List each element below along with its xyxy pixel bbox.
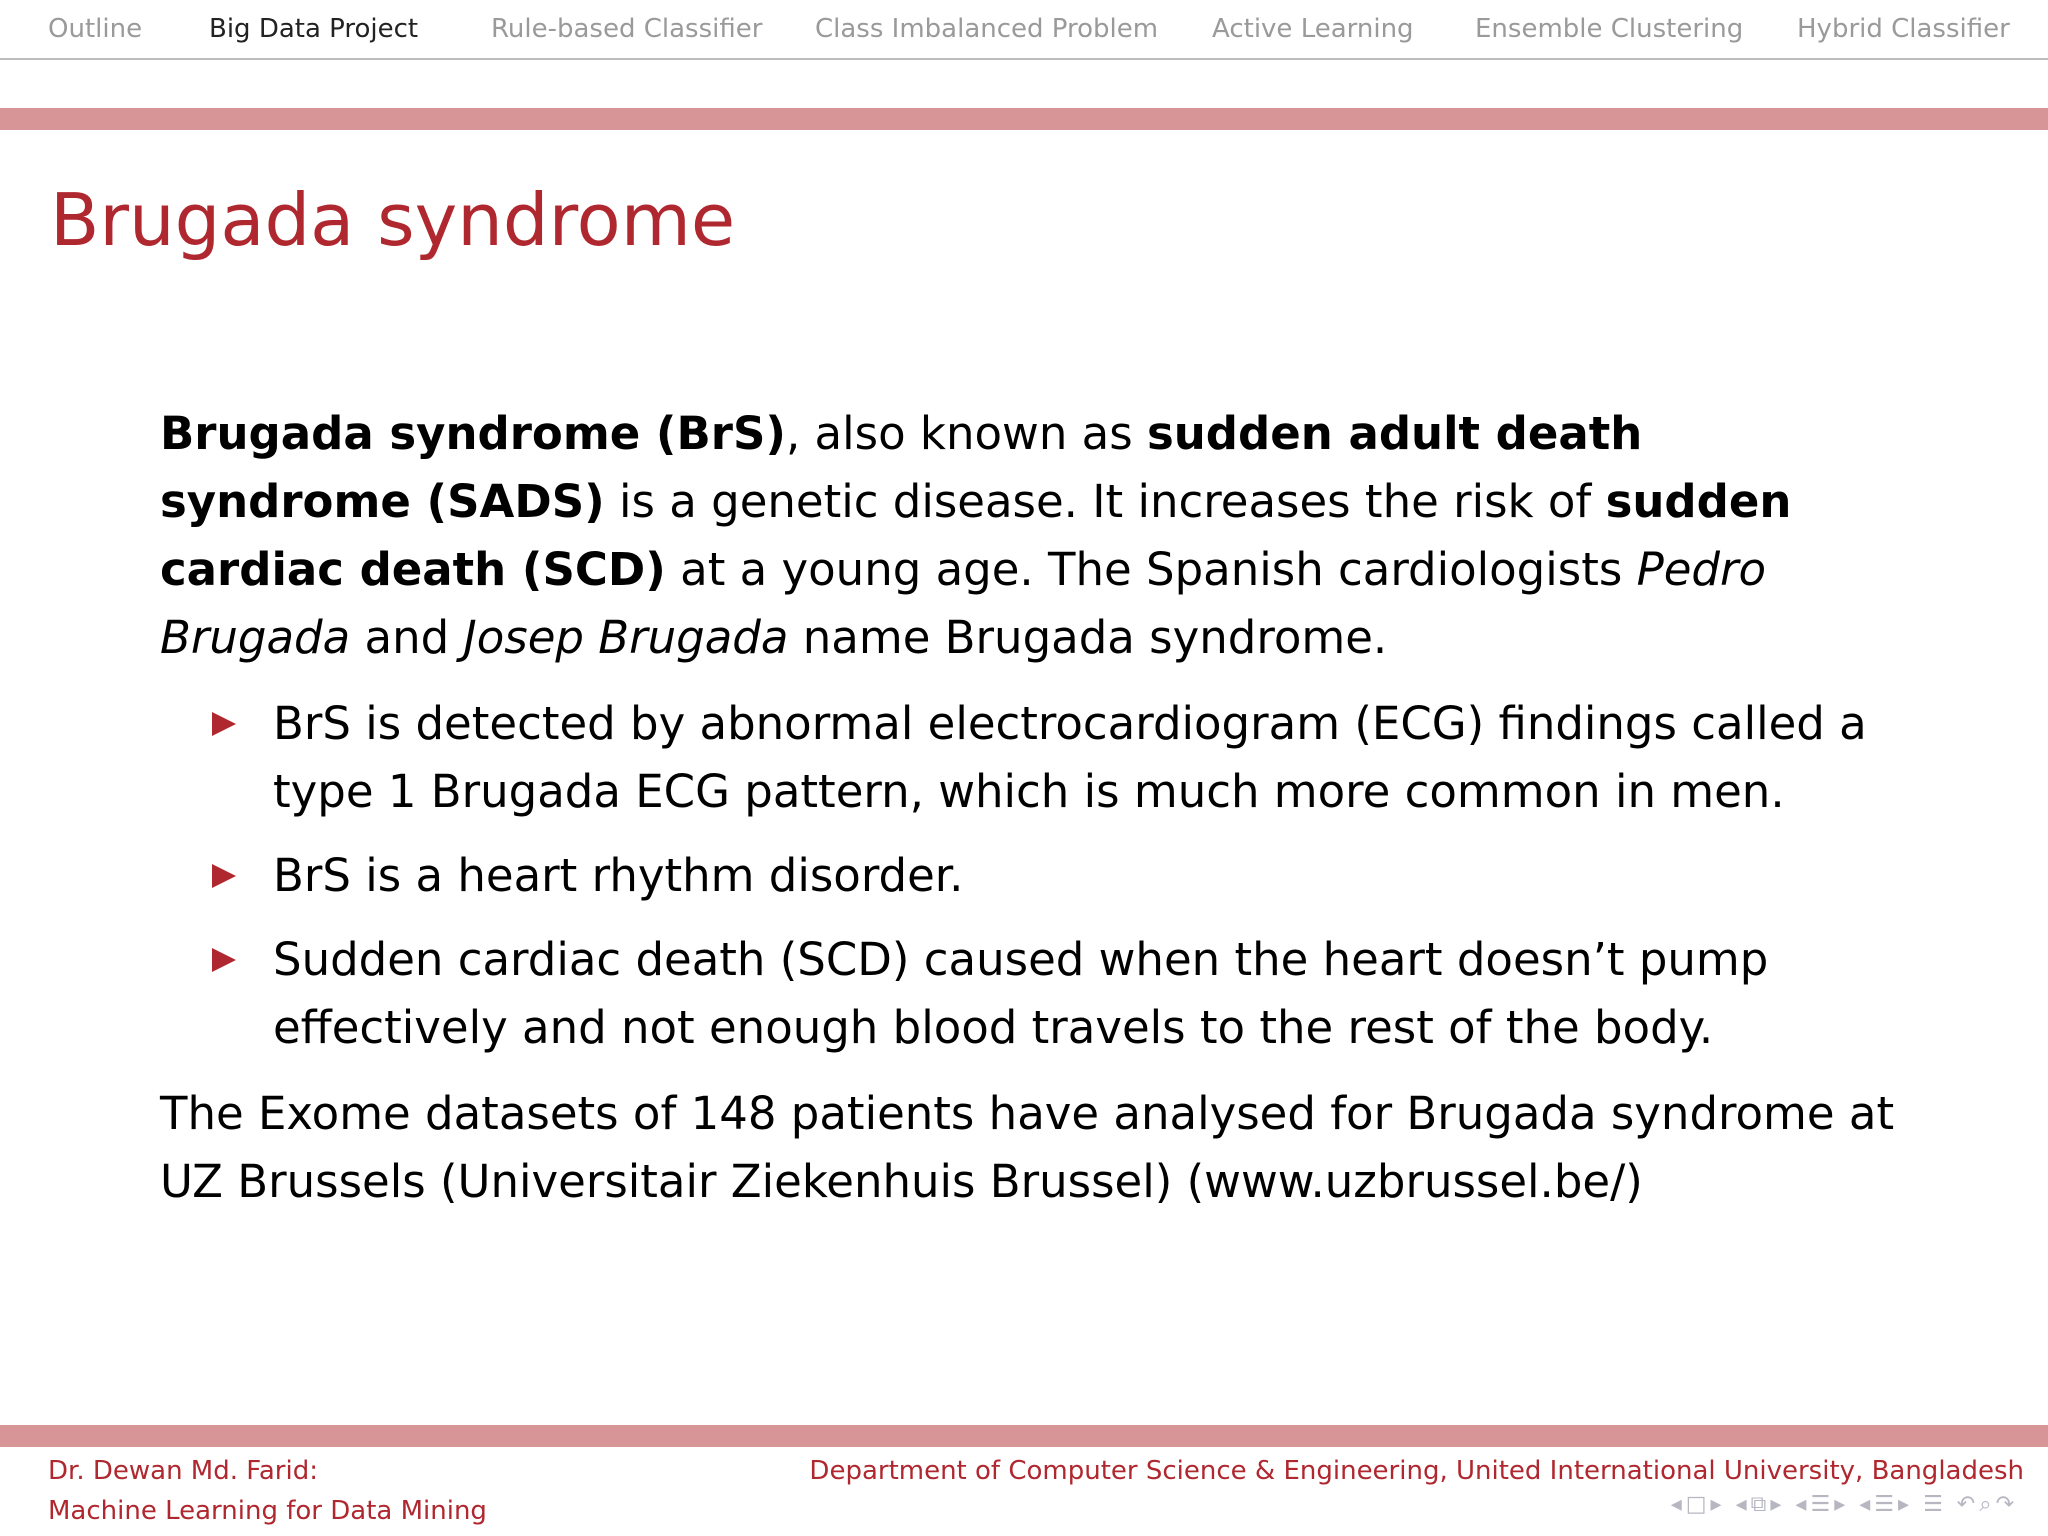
frame-icon[interactable]: □ [1685,1492,1707,1517]
nav-item-hybrid-classifier[interactable]: Hybrid Classifier [1797,14,2010,44]
term-scd: sudden cardiac death (SCD) [160,475,1792,596]
nav-item-big-data-project[interactable]: Big Data Project [209,14,419,44]
subsection-prev-icon[interactable]: ◂ [1735,1492,1747,1517]
toc-icon[interactable]: ☰ [1923,1492,1943,1517]
section-next-icon[interactable]: ▸ [1834,1492,1846,1517]
nav-item-ensemble-clustering[interactable]: Ensemble Clustering [1475,14,1744,44]
nav-item-active-learning[interactable]: Active Learning [1212,14,1414,44]
slide-icon[interactable]: ☰ [1874,1492,1895,1517]
bullet-item [273,842,1900,910]
triangle-bullet-icon [212,864,236,888]
subsection-next-icon[interactable]: ▸ [1770,1492,1782,1517]
footer-author: Dr. Dewan Md. Farid: [48,1456,318,1486]
nav-item-rule-based-classifier[interactable]: Rule-based Classifier [491,14,763,44]
intro-text: , also known as [785,407,1147,460]
intro-text: and [350,611,464,664]
bullet-list [160,690,1900,1062]
nav-item-class-imbalanced-problem[interactable]: Class Imbalanced Problem [815,14,1159,44]
intro-paragraph [160,400,1900,672]
bullet-text: BrS is detected by abnormal electrocardiogram (ECG) findings called a type 1 Brugada ECG pattern, which is much more common in men. [273,697,1867,818]
slide-content [160,400,1900,1216]
section-navigation-bar [0,0,2048,60]
intro-text: is a genetic disease. It increases the risk of [604,475,1606,528]
footer-accent-band [0,1425,2048,1447]
beamer-navigation-controls [1671,1492,2014,1517]
bullet-item [273,690,1900,826]
section-prev-icon[interactable]: ◂ [1795,1492,1807,1517]
name-josep-brugada: Josep Brugada [463,611,789,664]
forward-icon[interactable]: ↷ [1995,1492,2014,1517]
intro-text: name Brugada syndrome. [788,611,1388,664]
slide-next-icon[interactable]: ▸ [1898,1492,1910,1517]
frame-prev-icon[interactable]: ◂ [1670,1492,1682,1517]
intro-text: at a young age. The Spanish cardiologists [665,543,1637,596]
header-accent-band [0,108,2048,130]
triangle-bullet-icon [212,948,236,972]
bullet-text: Sudden cardiac death (SCD) caused when the heart doesn’t pump effectively and not enough blood travels to the rest of the body. [273,933,1769,1054]
bullet-item [273,926,1900,1062]
frame-title: Brugada syndrome [50,178,736,262]
triangle-bullet-icon [212,712,236,736]
subsection-icon[interactable]: ⧉ [1750,1492,1767,1517]
closing-paragraph: The Exome datasets of 148 patients have analysed for Brugada syndrome at UZ Brussels (Universitair Ziekenhuis Brussel) (www.uzbrussel.be/) [160,1087,1895,1208]
frame-next-icon[interactable]: ▸ [1710,1492,1722,1517]
footer-institution: Department of Computer Science & Engineering, United International University, Bangladesh [809,1456,2024,1486]
name-pedro-brugada: Pedro Brugada [160,543,1767,664]
nav-item-outline[interactable]: Outline [48,14,143,44]
bullet-text: BrS is a heart rhythm disorder. [273,849,964,902]
search-icon[interactable]: ⌕ [1979,1492,1992,1517]
section-icon[interactable]: ☰ [1810,1492,1831,1517]
slide-prev-icon[interactable]: ◂ [1859,1492,1871,1517]
term-sads: sudden adult death syndrome (SADS) [160,407,1643,528]
term-brs: Brugada syndrome (BrS) [160,407,786,460]
back-icon[interactable]: ↶ [1956,1492,1976,1517]
footer-course: Machine Learning for Data Mining [48,1496,487,1526]
